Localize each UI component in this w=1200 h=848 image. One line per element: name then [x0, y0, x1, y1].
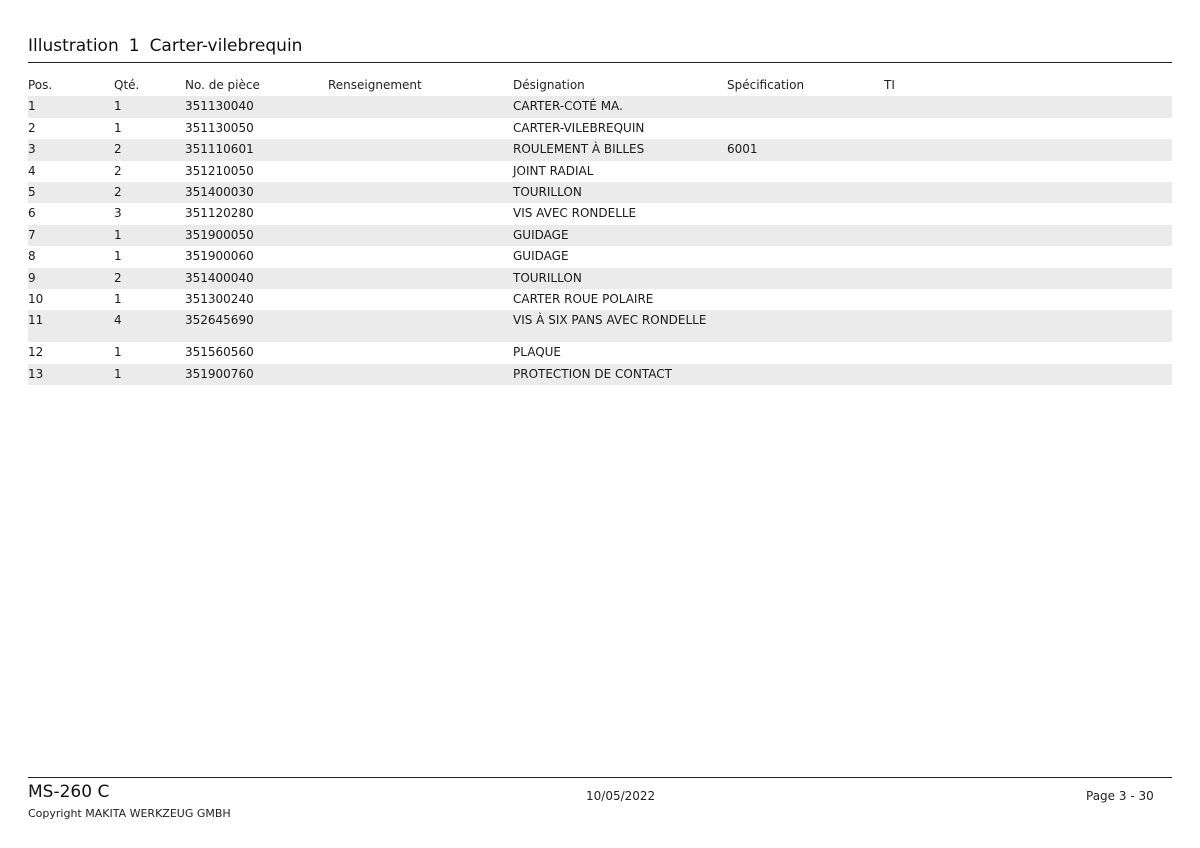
cell-designation: CARTER ROUE POLAIRE: [513, 291, 654, 306]
table-row: [28, 246, 1172, 267]
table-row: [28, 161, 1172, 182]
cell-part-number: 351900060: [185, 249, 254, 264]
cell-part-number: 351560560: [185, 345, 254, 360]
illustration-name: Carter-vilebrequin: [149, 36, 303, 56]
cell-part-number: 351300240: [185, 291, 254, 306]
cell-part-number: 352645690: [185, 313, 254, 328]
cell-qty: 3: [114, 206, 122, 221]
cell-qty: 2: [114, 142, 122, 157]
table-row: [28, 364, 1172, 385]
cell-qty: 4: [114, 313, 122, 328]
table-row: [28, 289, 1172, 310]
column-header-part-number: No. de pièce: [185, 78, 260, 92]
cell-qty: 2: [114, 184, 122, 199]
column-header-ti: TI: [884, 78, 895, 92]
cell-qty: 1: [114, 291, 122, 306]
parts-table: [28, 75, 1172, 385]
cell-pos: 8: [28, 249, 36, 264]
cell-qty: 1: [114, 227, 122, 242]
table-header: [28, 75, 1172, 96]
cell-qty: 1: [114, 249, 122, 264]
cell-pos: 1: [28, 99, 36, 114]
cell-part-number: 351130040: [185, 99, 254, 114]
cell-designation: CARTER-COTÉ MA.: [513, 99, 623, 114]
cell-qty: 2: [114, 163, 122, 178]
table-row: [28, 310, 1172, 342]
column-header-qty: Qté.: [114, 78, 140, 92]
cell-pos: 3: [28, 142, 36, 157]
document-date: 10/05/2022: [586, 789, 656, 803]
cell-designation: CARTER-VILEBREQUIN: [513, 120, 645, 135]
table-row: [28, 203, 1172, 224]
cell-pos: 12: [28, 345, 44, 360]
table-row: [28, 182, 1172, 203]
cell-designation: GUIDAGE: [513, 227, 569, 242]
cell-qty: 2: [114, 270, 122, 285]
cell-designation: ROULEMENT À BILLES: [513, 142, 645, 157]
table-row: [28, 139, 1172, 160]
cell-designation: VIS À SIX PANS AVEC RONDELLE: [513, 313, 707, 328]
footer-divider: [28, 777, 1172, 778]
column-header-designation: Désignation: [513, 78, 585, 92]
cell-qty: 1: [114, 120, 122, 135]
cell-designation: PROTECTION DE CONTACT: [513, 366, 672, 381]
cell-designation: GUIDAGE: [513, 249, 569, 264]
cell-part-number: 351400030: [185, 184, 254, 199]
table-row: [28, 268, 1172, 289]
cell-designation: PLAQUE: [513, 345, 562, 360]
cell-pos: 7: [28, 227, 36, 242]
cell-pos: 6: [28, 206, 36, 221]
table-row: [28, 225, 1172, 246]
cell-designation: TOURILLON: [513, 270, 582, 285]
cell-designation: VIS AVEC RONDELLE: [513, 206, 637, 221]
cell-pos: 4: [28, 163, 36, 178]
column-header-specification: Spécification: [727, 78, 805, 92]
page-title: [28, 36, 312, 56]
table-row: [28, 342, 1172, 363]
cell-part-number: 351110601: [185, 142, 254, 157]
cell-designation: JOINT RADIAL: [513, 163, 594, 178]
cell-part-number: 351900050: [185, 227, 254, 242]
cell-part-number: 351400040: [185, 270, 254, 285]
cell-specification: 6001: [727, 142, 758, 157]
cell-part-number: 351120280: [185, 206, 254, 221]
cell-part-number: 351900760: [185, 366, 254, 381]
cell-pos: 10: [28, 291, 44, 306]
cell-qty: 1: [114, 345, 122, 360]
cell-qty: 1: [114, 366, 122, 381]
cell-pos: 5: [28, 184, 36, 199]
cell-qty: 1: [114, 99, 122, 114]
cell-part-number: 351210050: [185, 163, 254, 178]
cell-pos: 2: [28, 120, 36, 135]
table-row: [28, 96, 1172, 117]
cell-pos: 9: [28, 270, 36, 285]
cell-pos: 13: [28, 366, 44, 381]
column-header-pos: Pos.: [28, 78, 53, 92]
cell-pos: 11: [28, 313, 44, 328]
cell-designation: TOURILLON: [513, 184, 582, 199]
cell-part-number: 351130050: [185, 120, 254, 135]
illustration-number: 1: [128, 36, 140, 56]
table-row: [28, 118, 1172, 139]
column-header-info: Renseignement: [328, 78, 422, 92]
page-number: Page 3 - 30: [1086, 789, 1154, 803]
illustration-label: Illustration: [28, 36, 119, 56]
header-divider: [28, 62, 1172, 63]
model-name: MS-260 C: [28, 782, 110, 802]
copyright-text: Copyright MAKITA WERKZEUG GMBH: [28, 807, 231, 820]
